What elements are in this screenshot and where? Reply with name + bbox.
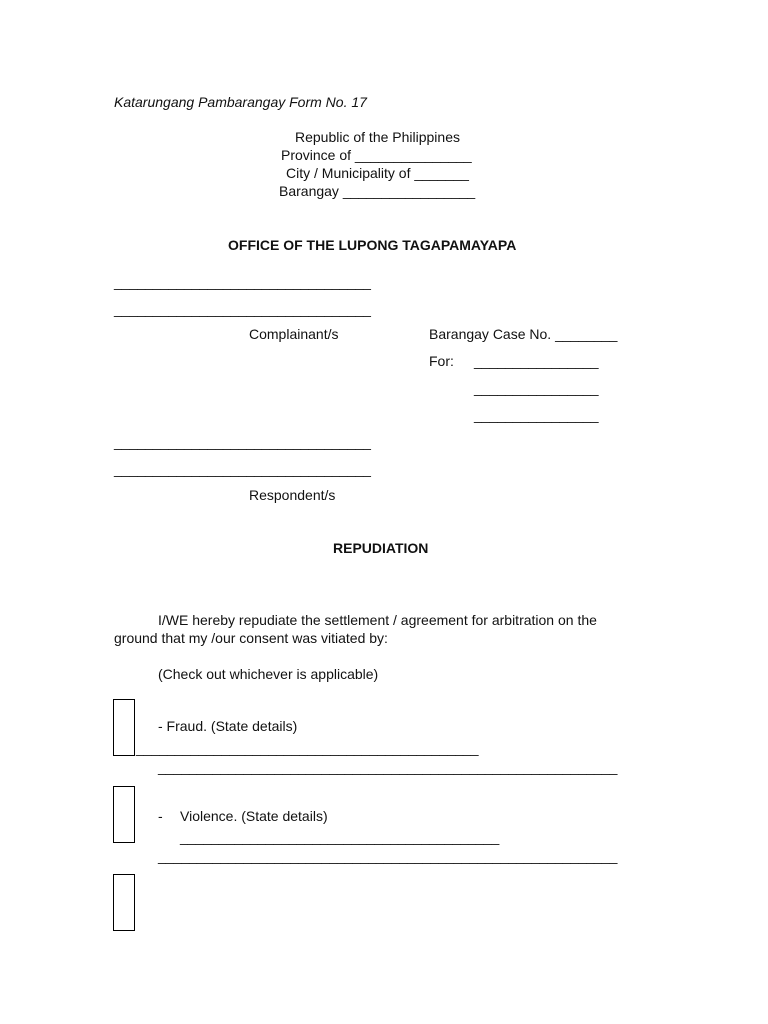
third-option-checkbox[interactable] <box>113 874 135 931</box>
header-barangay: Barangay _________________ <box>279 183 476 199</box>
header-republic: Republic of the Philippines <box>295 129 460 145</box>
violence-label: Violence. (State details) <box>180 808 328 824</box>
respondent-line-1: _________________________________ <box>114 434 371 450</box>
document-title: REPUDIATION <box>333 540 429 556</box>
complainant-label: Complainant/s <box>249 326 339 342</box>
form-number: Katarungang Pambarangay Form No. 17 <box>114 94 367 110</box>
violence-details-line-1: _________________________________________ <box>180 829 500 845</box>
office-title: OFFICE OF THE LUPONG TAGAPAMAYAPA <box>228 237 517 253</box>
for-line-2: ________________ <box>474 380 599 396</box>
header-province: Province of _______________ <box>281 147 472 163</box>
barangay-case-no: Barangay Case No. ________ <box>429 326 618 342</box>
respondent-line-2: _________________________________ <box>114 461 371 477</box>
fraud-checkbox[interactable] <box>113 699 135 756</box>
fraud-details-line-2: ___________________________________________________________ <box>158 759 618 775</box>
violence-details-line-2: ___________________________________________________________ <box>158 848 618 864</box>
respondent-label: Respondent/s <box>249 487 336 503</box>
body-line-1: I/WE hereby repudiate the settlement / agreement for arbitration on the <box>158 612 597 628</box>
for-line-3: ________________ <box>474 407 599 423</box>
for-label: For: <box>429 353 454 369</box>
fraud-details-line-1: ____________________________________________ <box>136 740 479 756</box>
body-line-2: ground that my /our consent was vitiated by: <box>114 630 388 646</box>
header-city: City / Municipality of _______ <box>286 165 469 181</box>
complainant-line-2: _________________________________ <box>114 301 371 317</box>
for-line-1: ________________ <box>474 353 599 369</box>
complainant-line-1: _________________________________ <box>114 274 371 290</box>
fraud-label: - Fraud. (State details) <box>158 718 298 734</box>
violence-dash: - <box>158 808 163 824</box>
violence-checkbox[interactable] <box>113 786 135 843</box>
instruction-text: (Check out whichever is applicable) <box>158 666 379 682</box>
